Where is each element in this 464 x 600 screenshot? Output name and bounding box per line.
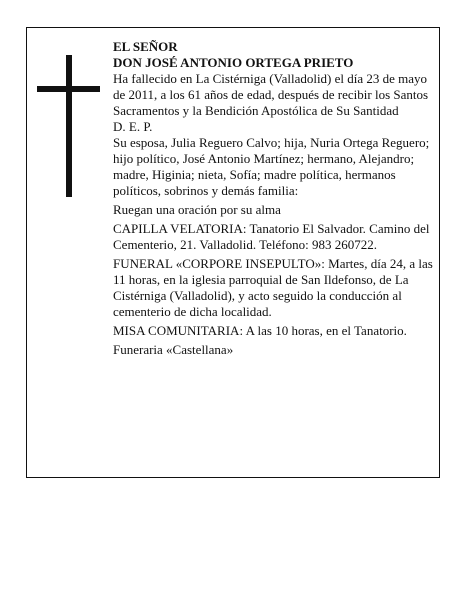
obituary-card: [26, 27, 440, 478]
deceased-name: DON JOSÉ ANTONIO ORTEGA PRIETO: [113, 55, 354, 70]
cross-icon-bar: [37, 86, 100, 92]
cross-icon: [66, 55, 72, 197]
obituary-text: [113, 39, 435, 358]
family-list: Su esposa, Julia Reguero Calvo; hija, Nuria Ortega Reguero; hijo político, José Antonio Martínez; hermano, Alejandro; madre, Higinia; nieta, Sofía; madre política, hermanos políticos, sobrinos y demás familia:: [113, 135, 430, 198]
funeral-info: FUNERAL «CORPORE INSEPULTO»: Martes, día 24, a las 11 horas, en la iglesia parroquial de San Ildefonso, de La Cistérniga (Valladolid), y acto seguido la conducción al cementerio de dicha localidad.: [113, 256, 433, 319]
prayer-request: Ruegan una oración por su alma: [113, 202, 281, 217]
mass-info: MISA COMUNITARIA: A las 10 horas, en el Tanatorio.: [113, 323, 407, 338]
funeral-home: Funeraria «Castellana»: [113, 342, 234, 357]
rip-line: D. E. P.: [113, 119, 153, 134]
chapel-info: CAPILLA VELATORIA: Tanatorio El Salvador. Camino del Cementerio, 21. Valladolid. Teléfono: 983 260722.: [113, 221, 430, 252]
death-announcement: Ha fallecido en La Cistérniga (Valladolid) el día 23 de mayo de 2011, a los 61 años de edad, después de recibir los Santos Sacramentos y la Bendición Apostólica de Su Santidad: [113, 71, 429, 118]
heading-title: EL SEÑOR: [113, 39, 178, 54]
